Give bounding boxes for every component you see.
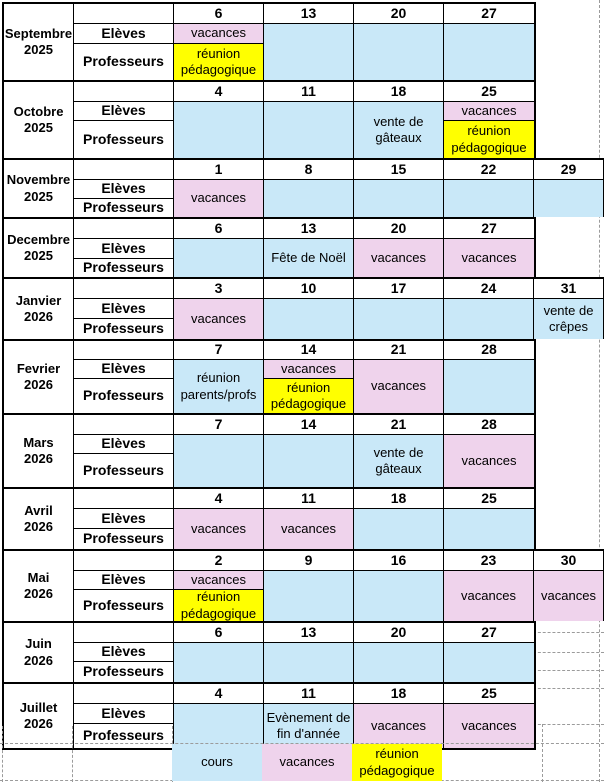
schedule-cell[interactable]: [264, 435, 354, 487]
schedule-cell[interactable]: [264, 24, 354, 80]
schedule-cell[interactable]: vente de gâteaux: [354, 102, 444, 158]
month-year: 2025: [24, 120, 53, 135]
date-header-cell[interactable]: 9: [264, 551, 354, 571]
schedule-cell[interactable]: vacances: [444, 239, 534, 277]
month-name: Janvier: [15, 292, 62, 308]
date-header-cell[interactable]: 11: [264, 684, 354, 704]
month-name: Juin: [25, 636, 52, 652]
schedule-cell[interactable]: [174, 239, 264, 277]
date-header-cell[interactable]: 20: [354, 623, 444, 643]
month-name: Septembre: [4, 25, 73, 41]
month-label[interactable]: [4, 219, 74, 277]
month-year: 2026: [24, 652, 53, 668]
date-header-cell[interactable]: 7: [174, 415, 264, 435]
month-name: Fevrier: [16, 360, 61, 376]
schedule-cell[interactable]: [354, 299, 444, 339]
grid-dash-line: [72, 726, 73, 782]
date-header-cell[interactable]: 30: [534, 551, 603, 571]
date-header-cell[interactable]: 25: [444, 684, 534, 704]
schedule-cell[interactable]: vacances: [534, 571, 603, 621]
month-year: 2025: [24, 42, 53, 57]
grid-dash-line: [542, 724, 543, 782]
date-header-cell[interactable]: 4: [174, 82, 264, 102]
schedule-cell[interactable]: [444, 509, 534, 549]
date-header-cell[interactable]: 13: [264, 623, 354, 643]
row-label-eleves[interactable]: Elèves: [74, 299, 174, 319]
month-year: 2026: [24, 451, 53, 466]
blank-cell[interactable]: [74, 684, 174, 704]
month-block-mai: [2, 549, 604, 621]
schedule-cell[interactable]: [264, 571, 354, 621]
date-header-cell[interactable]: 7: [174, 341, 264, 360]
month-year: 2026: [24, 519, 53, 534]
date-header-cell[interactable]: 18: [354, 82, 444, 102]
date-header-cell[interactable]: 6: [174, 623, 264, 643]
month-year: 2026: [24, 586, 53, 601]
schedule-cell[interactable]: vacances: [174, 24, 264, 44]
schedule-cell[interactable]: vacances: [174, 509, 264, 549]
date-header-cell[interactable]: 18: [354, 684, 444, 704]
row-label-eleves[interactable]: Elèves: [74, 704, 174, 724]
schedule-cell[interactable]: vente de gâteaux: [354, 435, 444, 487]
row-label-eleves[interactable]: Elèves: [74, 180, 174, 199]
schedule-cell[interactable]: [534, 180, 603, 217]
date-header-cell[interactable]: 25: [444, 82, 534, 102]
date-header-cell[interactable]: 18: [354, 489, 444, 509]
date-header-cell[interactable]: 15: [354, 160, 444, 180]
month-name: Octobre: [13, 103, 64, 119]
month-year: 2025: [24, 248, 53, 263]
schedule-cell[interactable]: vacances: [444, 571, 534, 621]
month-label[interactable]: [4, 160, 74, 217]
month-block-avril: [2, 487, 536, 549]
date-header-cell[interactable]: 11: [264, 82, 354, 102]
date-header-cell[interactable]: 13: [264, 4, 354, 24]
month-name: Decembre: [7, 231, 70, 247]
schedule-cell[interactable]: vacances: [174, 180, 264, 217]
month-label[interactable]: [4, 4, 74, 80]
month-block-juin: [2, 621, 536, 682]
schedule-cell[interactable]: [354, 180, 444, 217]
schedule-cell[interactable]: [174, 435, 264, 487]
row-label-professeurs[interactable]: Professeurs: [74, 319, 174, 339]
legend-item-vacances[interactable]: vacances: [262, 744, 352, 781]
date-header-cell[interactable]: 8: [264, 160, 354, 180]
month-block-mars: [2, 413, 536, 487]
date-header-cell[interactable]: 27: [444, 623, 534, 643]
schedule-cell[interactable]: [444, 360, 534, 413]
month-block-janvier: [2, 277, 604, 339]
date-header-cell[interactable]: 16: [354, 551, 444, 571]
date-header-cell[interactable]: 14: [264, 415, 354, 435]
row-label-eleves[interactable]: Elèves: [74, 239, 174, 259]
schedule-cell[interactable]: Fête de Noël: [264, 239, 354, 277]
month-block-decembre: [2, 217, 536, 277]
month-name: Novembre: [6, 172, 71, 188]
schedule-cell[interactable]: vacances: [354, 239, 444, 277]
blank-cell[interactable]: [74, 4, 174, 24]
date-header-cell[interactable]: 25: [444, 489, 534, 509]
row-label-professeurs[interactable]: Professeurs: [74, 724, 174, 748]
schedule-cell[interactable]: Evènement de fin d'année: [264, 704, 354, 748]
blank-cell[interactable]: [74, 623, 174, 643]
month-year: 2025: [24, 188, 53, 204]
month-year: 2026: [24, 716, 53, 731]
date-header-cell[interactable]: 14: [264, 341, 354, 360]
month-name: Mai: [27, 569, 50, 585]
date-header-cell[interactable]: 20: [354, 219, 444, 239]
schedule-cell[interactable]: [354, 509, 444, 549]
date-header-cell[interactable]: 4: [174, 489, 264, 509]
date-header-cell[interactable]: 6: [174, 219, 264, 239]
grid-dash-line: [2, 726, 3, 782]
month-name: Mars: [23, 434, 54, 450]
blank-cell[interactable]: [74, 160, 174, 180]
date-header-cell[interactable]: 1: [174, 160, 264, 180]
date-header-cell[interactable]: 13: [264, 219, 354, 239]
month-year: 2026: [24, 377, 53, 392]
date-header-cell[interactable]: 10: [264, 279, 354, 299]
blank-cell[interactable]: [74, 415, 174, 435]
row-label-professeurs[interactable]: Professeurs: [74, 454, 174, 487]
date-header-cell[interactable]: 27: [444, 4, 534, 24]
date-header-cell[interactable]: 2: [174, 551, 264, 571]
date-header-cell[interactable]: 6: [174, 4, 264, 24]
schedule-cell[interactable]: vacances: [174, 299, 264, 339]
legend-item-cours[interactable]: cours: [172, 744, 262, 781]
schedule-cell[interactable]: vacances: [444, 704, 534, 748]
date-header-cell[interactable]: 21: [354, 415, 444, 435]
date-header-cell[interactable]: 28: [444, 415, 534, 435]
month-label[interactable]: [4, 551, 74, 621]
schedule-cell[interactable]: vacances: [174, 571, 264, 590]
legend-item-reunion-pedagogique[interactable]: réunion pédagogique: [352, 744, 442, 781]
schedule-cell[interactable]: [174, 643, 264, 682]
schedule-cell[interactable]: [444, 299, 534, 339]
blank-cell[interactable]: [74, 279, 174, 299]
month-block-fevrier: [2, 339, 536, 413]
schedule-cell[interactable]: vacances: [264, 360, 354, 379]
schedule-cell[interactable]: [444, 643, 534, 682]
month-block-octobre: [2, 80, 536, 158]
month-label[interactable]: [4, 415, 74, 487]
row-label-eleves[interactable]: Elèves: [74, 571, 174, 590]
date-header-cell[interactable]: 28: [444, 341, 534, 360]
date-header-cell[interactable]: 24: [444, 279, 534, 299]
schedule-cell[interactable]: [444, 24, 534, 80]
date-header-cell[interactable]: 11: [264, 489, 354, 509]
month-label[interactable]: [4, 623, 74, 682]
month-label[interactable]: [4, 82, 74, 158]
schedule-table: [2, 2, 604, 750]
row-label-professeurs[interactable]: Professeurs: [74, 379, 174, 413]
schedule-cell[interactable]: [444, 180, 534, 217]
month-label[interactable]: [4, 279, 74, 339]
date-header-cell[interactable]: 22: [444, 160, 534, 180]
date-header-cell[interactable]: 29: [534, 160, 603, 180]
row-label-eleves[interactable]: Elèves: [74, 643, 174, 662]
month-name: Avril: [24, 502, 53, 518]
date-header-cell[interactable]: 23: [444, 551, 534, 571]
schedule-cell[interactable]: [264, 643, 354, 682]
date-header-cell[interactable]: 4: [174, 684, 264, 704]
row-label-professeurs[interactable]: Professeurs: [74, 44, 174, 80]
row-label-professeurs[interactable]: Professeurs: [74, 199, 174, 217]
blank-cell[interactable]: [74, 219, 174, 239]
schedule-cell[interactable]: [264, 180, 354, 217]
date-header-cell[interactable]: 31: [534, 279, 603, 299]
row-label-eleves[interactable]: Elèves: [74, 24, 174, 44]
blank-cell[interactable]: [74, 551, 174, 571]
row-label-eleves[interactable]: Elèves: [74, 102, 174, 121]
month-block-novembre: [2, 158, 604, 217]
blank-cell[interactable]: [74, 341, 174, 360]
schedule-cell[interactable]: vacances: [264, 509, 354, 549]
schedule-cell[interactable]: réunion pédagogique: [174, 44, 264, 80]
date-header-cell[interactable]: 21: [354, 341, 444, 360]
blank-cell[interactable]: [74, 489, 174, 509]
schedule-cell[interactable]: [264, 299, 354, 339]
month-label[interactable]: [4, 489, 74, 549]
schedule-cell[interactable]: vacances: [444, 435, 534, 487]
row-label-eleves[interactable]: Elèves: [74, 360, 174, 379]
schedule-cell[interactable]: [354, 571, 444, 621]
row-label-eleves[interactable]: Elèves: [74, 435, 174, 454]
row-label-professeurs[interactable]: Professeurs: [74, 529, 174, 549]
month-name: Juillet: [19, 699, 58, 715]
schedule-cell[interactable]: réunion pédagogique: [264, 379, 354, 413]
legend: [172, 744, 442, 781]
schedule-cell[interactable]: [354, 24, 444, 80]
row-label-professeurs[interactable]: Professeurs: [74, 121, 174, 158]
month-label[interactable]: [4, 341, 74, 413]
schedule-cell[interactable]: [354, 643, 444, 682]
row-label-professeurs[interactable]: Professeurs: [74, 590, 174, 621]
month-year: 2026: [24, 309, 53, 324]
schedule-cell[interactable]: [264, 102, 354, 158]
row-label-professeurs[interactable]: Professeurs: [74, 259, 174, 277]
date-header-cell[interactable]: 3: [174, 279, 264, 299]
row-label-professeurs[interactable]: Professeurs: [74, 662, 174, 682]
legend-area: [0, 726, 604, 782]
schedule-cell[interactable]: réunion parents/profs: [174, 360, 264, 413]
blank-cell[interactable]: [74, 82, 174, 102]
date-header-cell[interactable]: 17: [354, 279, 444, 299]
month-block-septembre: [2, 2, 536, 80]
schedule-cell[interactable]: [174, 102, 264, 158]
row-label-eleves[interactable]: Elèves: [74, 509, 174, 529]
date-header-cell[interactable]: 20: [354, 4, 444, 24]
date-header-cell[interactable]: 27: [444, 219, 534, 239]
schedule-cell[interactable]: vacances: [444, 102, 534, 121]
schedule-cell[interactable]: réunion pédagogique: [444, 121, 534, 158]
schedule-cell[interactable]: vacances: [354, 704, 444, 748]
schedule-cell[interactable]: vacances: [354, 360, 444, 413]
schedule-cell[interactable]: vente de crêpes: [534, 299, 603, 339]
schedule-cell[interactable]: réunion pédagogique: [174, 590, 264, 621]
